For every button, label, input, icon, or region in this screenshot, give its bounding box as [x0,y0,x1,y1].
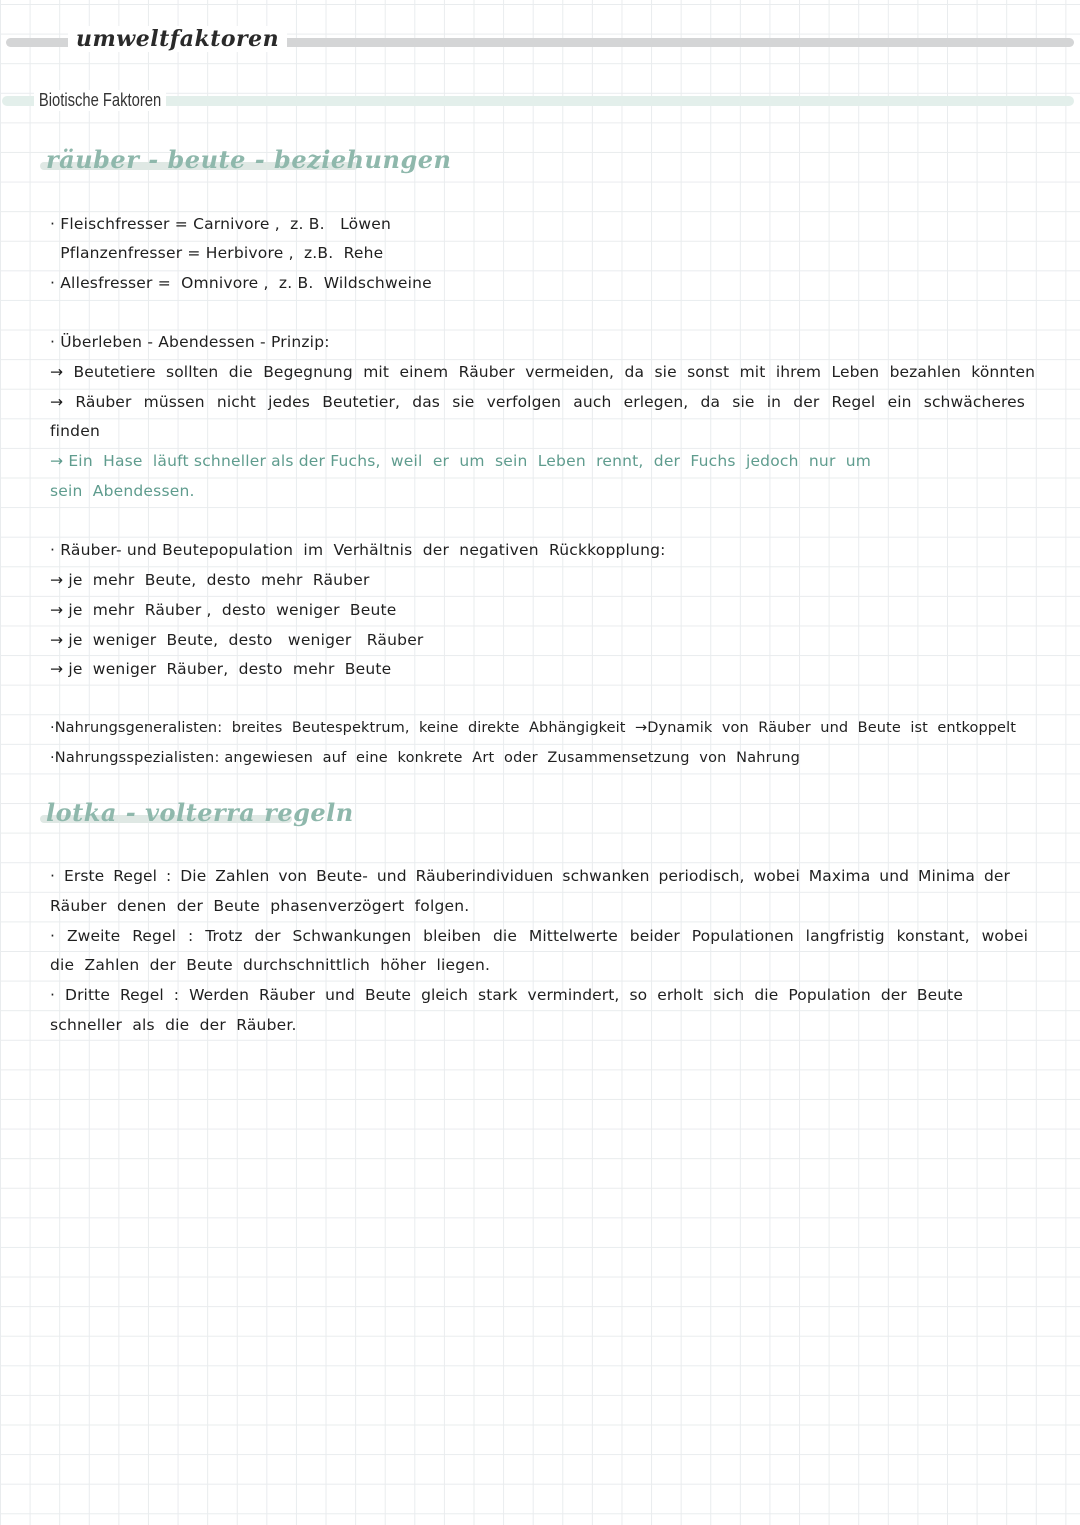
list-item: · Allesfresser = Omnivore , z. B. Wildschweine [50,274,432,292]
feedback-title: · Räuber- und Beutepopulation im Verhältnis der negativen Rückkopplung: [50,541,666,559]
principle-title: · Überleben - Abendessen - Prinzip: [50,333,330,351]
rule-line: die Zahlen der Beute durchschnittlich höher liegen. [50,956,491,974]
section-heading-lotka-volterra: lotka - volterra regeln [46,798,354,827]
list-item: → je weniger Räuber, desto mehr Beute [50,660,392,678]
rule-line: schneller als die der Räuber. [50,1016,297,1034]
page-title: umweltfaktoren [68,26,287,52]
list-item: → je mehr Beute, desto mehr Räuber [50,571,370,589]
principle-line: → Beutetiere sollten die Begegnung mit einem Räuber vermeiden, da sie sonst mit ihrem Leben bezahlen könnten [50,363,1035,381]
rule-line: · Erste Regel : Die Zahlen von Beute- und Räuberindividuen schwanken periodisch, wobei Maxima und Minima der [50,867,1010,885]
list-item: → je weniger Beute, desto weniger Räuber [50,631,424,649]
principle-example: → Ein Hase läuft schneller als der Fuchs, weil er um sein Leben rennt, der Fuchs jedoch nur um [50,452,872,470]
list-item: → je mehr Räuber , desto weniger Beute [50,601,397,619]
rule-line: Räuber denen der Beute phasenverzögert folgen. [50,897,470,915]
specialists-text: ·Nahrungsspezialisten: angewiesen auf eine konkrete Art oder Zusammensetzung von Nahrung [50,750,801,766]
list-item: Pflanzenfresser = Herbivore , z.B. Rehe [50,244,384,262]
principle-example: sein Abendessen. [50,482,195,500]
principle-line: finden [50,422,100,440]
generalists-text: ·Nahrungsgeneralisten: breites Beutespektrum, keine direkte Abhängigkeit →Dynamik von Räuber und Beute ist entkoppelt [50,720,1016,736]
list-item: · Fleischfresser = Carnivore , z. B. Löwen [50,215,391,233]
section-subtitle: Biotische Faktoren [34,90,166,111]
principle-line: → Räuber müssen nicht jedes Beutetier, das sie verfolgen auch erlegen, da sie in der Regel ein schwächeres [50,393,1025,411]
rule-line: · Zweite Regel : Trotz der Schwankungen bleiben die Mittelwerte beider Populationen langfristig konstant, wobei [50,927,1028,945]
rule-line: · Dritte Regel : Werden Räuber und Beute gleich stark vermindert, so erholt sich die Population der Beute [50,986,963,1004]
section-heading-predator-prey: räuber - beute - beziehungen [46,145,452,174]
